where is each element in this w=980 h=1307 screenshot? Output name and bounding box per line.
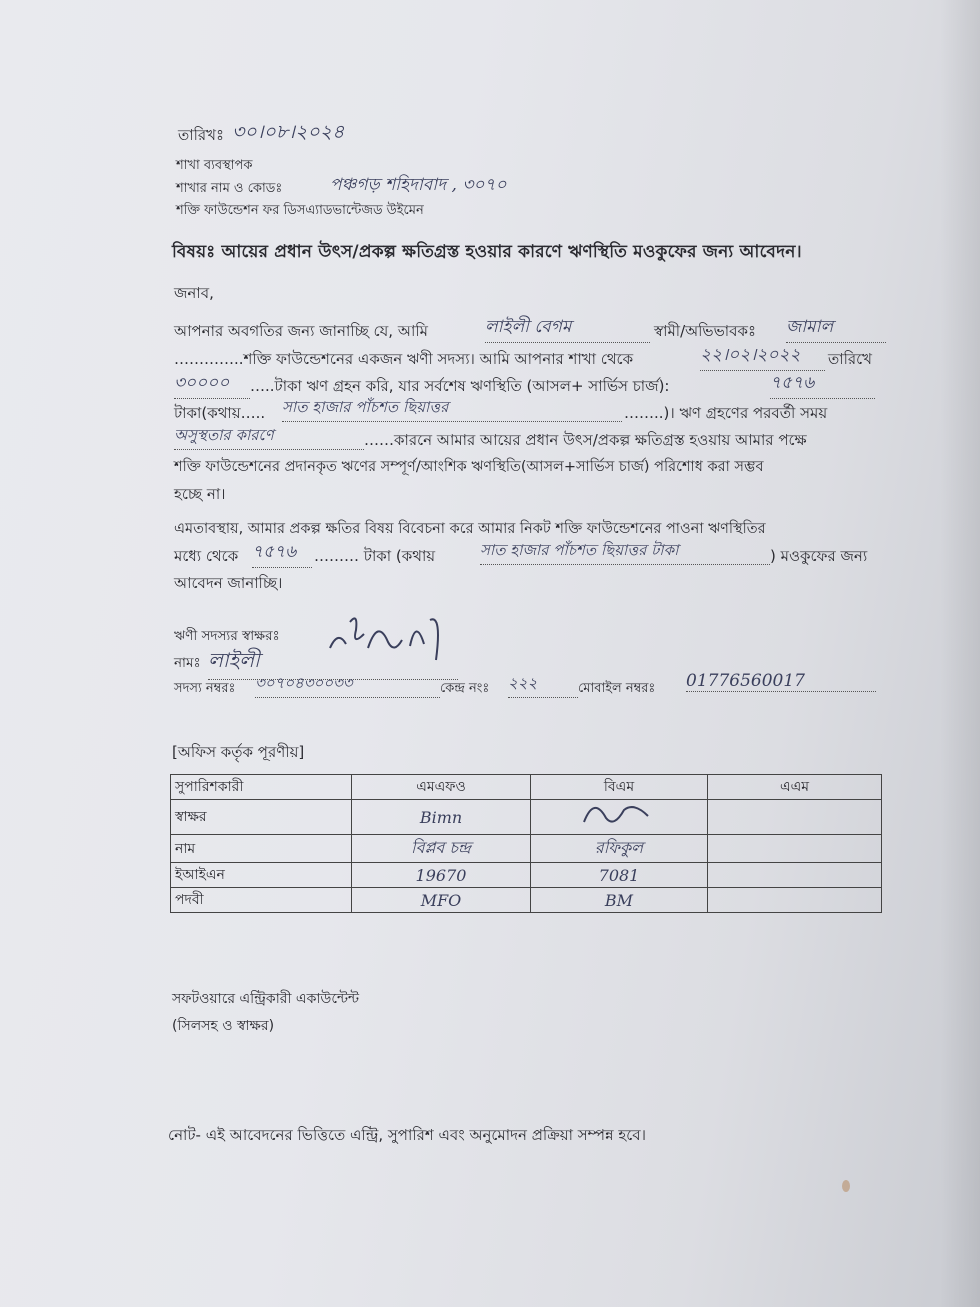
center-no-label: কেন্দ্র নংঃ xyxy=(440,681,490,696)
para1-line5a: ……কারনে আমার আয়ের প্রধান উৎস/প্রকল্প ক্ষতিগ্রস্ত হওয়ায় আমার পক্ষে xyxy=(364,431,807,449)
para1-line1a: আপনার অবগতির জন্য জানাচ্ছি যে, আমি xyxy=(174,322,428,340)
table-row xyxy=(171,835,882,863)
footer-note: নোট- এই আবেদনের ভিত্তিতে এন্ট্রি, সুপারিশ এবং অনুমোদন প্রক্রিয়া সম্পন্ন হবে। xyxy=(168,1126,646,1144)
branch-value: পঞ্চগড় শহিদাবাদ , ৩০৭০ xyxy=(330,175,507,195)
table-header: সুপারিশকারী xyxy=(171,775,352,800)
waiver-words-handwritten: সাত হাজার পাঁচশত ছিয়াত্তর টাকা xyxy=(480,539,770,565)
para1-line7: হচ্ছে না। xyxy=(174,485,226,503)
para2-line2a: মধ্যে থেকে xyxy=(174,547,239,565)
loan-date-handwritten: ২২।০২।২০২২ xyxy=(700,342,825,371)
row-label: ইআইএন xyxy=(171,863,352,888)
member-name-value: লাইলী xyxy=(208,646,458,680)
subject-line: বিষয়ঃ আয়ের প্রধান উৎস/প্রকল্প ক্ষতিগ্রস্ত হওয়ার কারণে ঋণস্থিতি মওকুফের জন্য আবেদন। xyxy=(172,242,802,262)
bm-signature-mark xyxy=(574,800,664,830)
para1-guardian-label: স্বামী/অভিভাবকঃ xyxy=(654,322,756,340)
para1-line6: শক্তি ফাউন্ডেশনের প্রদানকৃত ঋণের সম্পূর্ণ/আংশিক ঋণস্থিতি(আসল+সার্ভিস চার্জ) পরিশোধ করা সম্ভব xyxy=(174,459,764,475)
salutation: জনাব, xyxy=(174,284,214,302)
seal-label: (সিলসহ ও স্বাক্ষর) xyxy=(172,1018,275,1034)
organization-name: শক্তি ফাউন্ডেশন ফর ডিসএ্যাডভান্টেজড উইমেন xyxy=(176,203,424,218)
accountant-label: সফটওয়ারে এন্ট্রিকারী একাউন্টেন্ট xyxy=(172,991,359,1007)
bm-designation: BM xyxy=(531,888,708,913)
member-name-handwritten: লাইলী বেগম xyxy=(485,314,650,343)
date-line xyxy=(178,126,224,144)
para1-line3a: …..টাকা ঋণ গ্রহন করি, যার সর্বশেষ ঋণস্থিতি (আসল+ সার্ভিস চার্জ): xyxy=(250,377,670,395)
addressee: শাখা ব্যবস্থাপক xyxy=(176,158,253,173)
balance-words-handwritten: সাত হাজার পাঁচশত ছিয়াত্তর xyxy=(282,396,622,422)
date-label: তারিখঃ xyxy=(178,126,224,144)
member-name-label: নামঃ xyxy=(174,655,201,671)
mobile-label: মোবাইল নম্বরঃ xyxy=(578,681,656,696)
para1-line2a: …………..শক্তি ফাউন্ডেশনের একজন ঋণী সদস্য। আমি আপনার শাখা থেকে xyxy=(174,350,634,368)
row-label: নাম xyxy=(171,835,352,863)
mfo-ein: 19670 xyxy=(352,863,531,888)
para2-line2b: ……… টাকা (কথায় xyxy=(314,547,436,565)
bm-ein: 7081 xyxy=(531,863,708,888)
office-use-note: [অফিস কর্তৃক পূরণীয়] xyxy=(172,743,305,761)
bm-signature xyxy=(531,800,708,835)
row-label: স্বাক্ষর xyxy=(171,800,352,835)
center-no-value: ২২২ xyxy=(508,672,578,698)
mobile-value: 01776560017 xyxy=(686,671,876,692)
mfo-name: বিপ্লব চন্দ্র xyxy=(352,835,531,863)
loan-amount-handwritten: ৩০০০০ xyxy=(174,370,250,399)
para1-line2b: তারিখে xyxy=(828,350,873,368)
table-header: এমএফও xyxy=(352,775,531,800)
table-header-row xyxy=(171,775,882,800)
para1-line4b: ……..)। ঋণ গ্রহণের পরবর্তী সময় xyxy=(624,404,828,422)
table-row xyxy=(171,800,882,835)
table-header: বিএম xyxy=(531,775,708,800)
balance-handwritten: ৭৫৭৬ xyxy=(770,370,875,399)
waiver-amount-handwritten: ৭৫৭৬ xyxy=(252,539,312,568)
member-no-value: ৩০৭০৪৩০০৩৩ xyxy=(255,672,440,698)
am-ein xyxy=(708,863,882,888)
row-label: পদবী xyxy=(171,888,352,913)
member-sign-label: ঋণী সদস্যর স্বাক্ষরঃ xyxy=(174,628,280,644)
table-row xyxy=(171,888,882,913)
para1-line4a: টাকা(কথায়….. xyxy=(174,404,266,422)
date-value: ৩০।০৮।২০২৪ xyxy=(232,121,345,143)
table-header: এএম xyxy=(708,775,882,800)
am-designation xyxy=(708,888,882,913)
table-row xyxy=(171,863,882,888)
guardian-handwritten: জামাল xyxy=(786,314,886,343)
page-edge-shadow xyxy=(940,0,980,1307)
branch-label: শাখার নাম ও কোডঃ xyxy=(176,181,283,196)
bm-name: রফিকুল xyxy=(531,835,708,863)
member-no-label: সদস্য নম্বরঃ xyxy=(174,681,236,696)
para2-line2c: ) মওকুফের জন্য xyxy=(770,547,868,565)
am-signature xyxy=(708,800,882,835)
recommendation-table xyxy=(170,774,882,913)
mfo-signature: Bimn xyxy=(352,800,531,835)
am-name xyxy=(708,835,882,863)
reason-handwritten: অসুস্থতার কারণে xyxy=(174,424,364,450)
mfo-designation: MFO xyxy=(352,888,531,913)
para2-line1: এমতাবস্থায়, আমার প্রকল্প ক্ষতির বিষয় বিবেচনা করে আমার নিকট শক্তি ফাউন্ডেশনের পাওনা ঋণস্থিতির xyxy=(174,521,766,537)
para2-line3: আবেদন জানাচ্ছি। xyxy=(174,574,283,592)
paper-stain xyxy=(842,1180,850,1192)
